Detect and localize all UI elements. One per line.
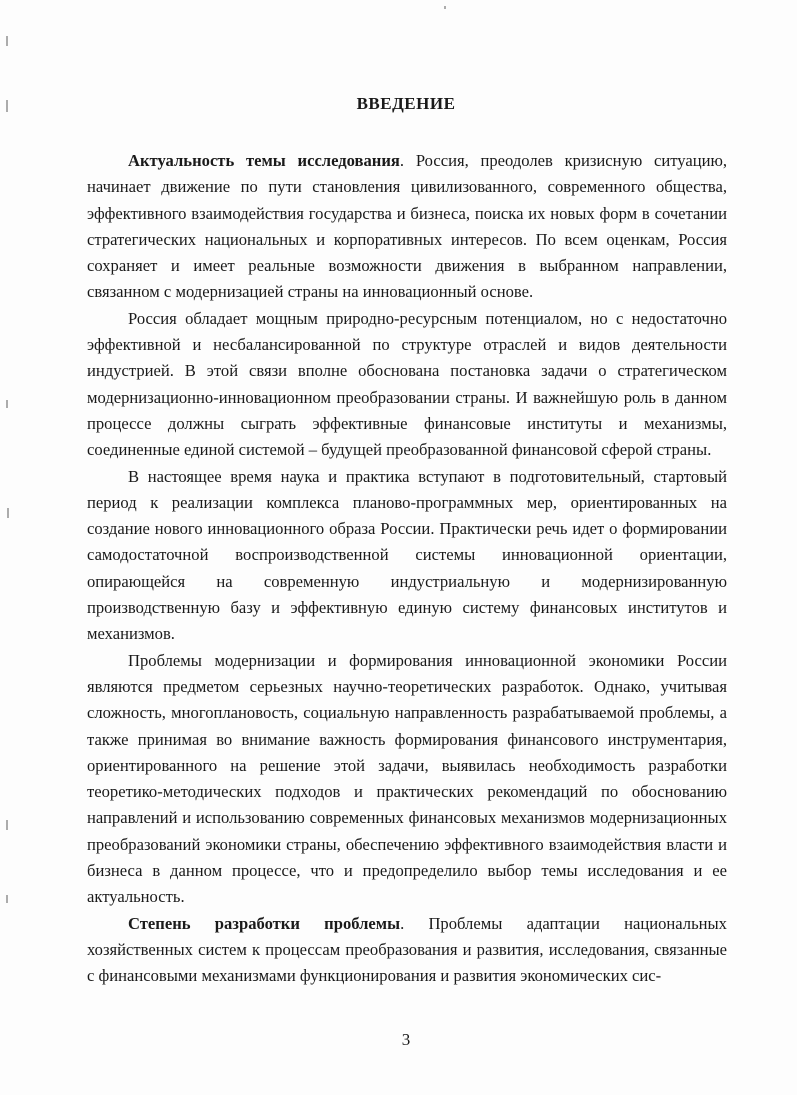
paragraph-text: Россия обладает мощным природно-ресурсным потенциалом, но с недостаточно эффективной и несбалансированной по структуре отраслей и видов деятельности индустрией. В этой связи вполне обоснована постановка задачи о стратегическом модернизационно-инновационном преобразовании страны. И важнейшую роль в данном процессе должны сыграть эффективные финансовые институты и механизмы, соединенные единой системой – будущей преобразованной финансовой сферой страны. — [87, 308, 727, 460]
body-text — [87, 148, 727, 990]
scan-edge-mark — [6, 36, 8, 46]
paragraph-lead: Актуальность темы исследования — [128, 151, 400, 170]
paragraph-lead: Степень разработки проблемы — [128, 913, 401, 933]
paragraph-text: Россия, преодолев кризисную ситуацию, начинает движение по пути становления цивилизованного, современного общества, эффективного взаимодействия государства и бизнеса, поиска их новых форм в сочетании стратегических национальных и корпоративных интересов. По всем оценкам, Россия сохраняет и имеет реальные возможности движения в выбранном направлении, связанном с модернизацией страны на инновационный основе. — [87, 151, 728, 302]
paragraph-lead-punct: . — [399, 151, 405, 170]
scan-speck — [444, 6, 446, 9]
paragraph-relevance — [87, 148, 727, 306]
scan-edge-mark — [7, 508, 9, 518]
paragraph-text: Проблемы адаптации национальных хозяйственных систем к процессам преобразования и развития, исследования, связанные с финансовыми механизмами функционирования и развития экономических сис- — [87, 913, 727, 986]
scan-edge-mark — [6, 820, 8, 830]
paragraph-lead-punct: . — [400, 913, 405, 933]
paragraph-text: В настоящее время наука и практика вступают в подготовительный, стартовый период к реализации комплекса планово-программных мер, ориентированных на создание нового инновационного образа России. Практически речь идет о формировании самодостаточной воспроизводственной системы инновационной ориентации, опирающейся на современную индустриальную и модернизированную производственную базу и эффективную единую систему финансовых институтов и механизмов. — [87, 466, 727, 644]
paragraph-current-period — [87, 464, 727, 648]
paragraph-problems — [87, 648, 727, 911]
page-number: 3 — [401, 1030, 411, 1049]
paragraph-potential — [87, 306, 727, 464]
scan-edge-mark — [6, 400, 8, 408]
paragraph-degree — [87, 911, 727, 990]
page-title: ВВЕДЕНИЕ — [356, 94, 456, 113]
scan-edge-mark — [6, 895, 8, 903]
paragraph-text: Проблемы модернизации и формирования инновационной экономики России являются предметом серьезных научно-теоретических разработок. Однако, учитывая сложность, многоплановость, социальную направленность разрабатываемой проблемы, а также принимая во внимание важность формирования финансового инструментария, ориентированного на решение этой задачи, выявилась необходимость разработки теоретико-методических подходов и практических рекомендаций по обоснованию направлений и использованию современных финансовых механизмов модернизационных преобразований экономики страны, обеспечению эффективного взаимодействия власти и бизнеса в данном процессе, что и предопределило выбор темы исследования и ее актуальность. — [87, 650, 727, 907]
